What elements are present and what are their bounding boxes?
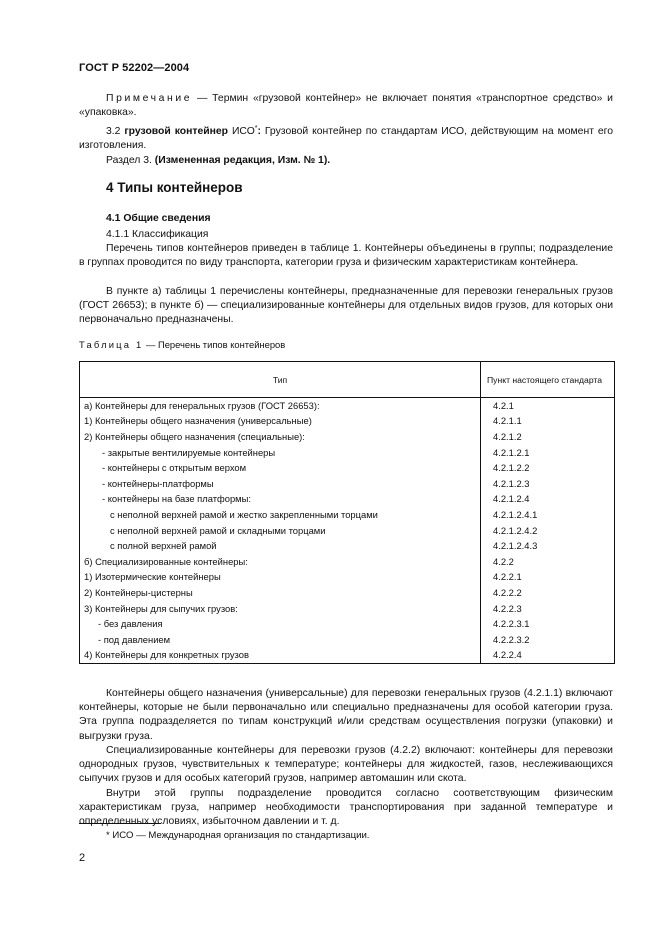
type-cell: с неполной верхней рамой и жестко закрепленными торцами [80,507,481,523]
table-row [80,445,615,461]
clause-cell: 4.2.1 [481,398,615,414]
table-row [80,414,615,430]
table-row [80,632,615,648]
table-caption-text: — Перечень типов контейнеров [143,339,286,350]
definition-iso: ИСО [231,126,255,137]
table-row [80,554,615,570]
table-caption-label: Таблица 1 [79,339,144,350]
clause-cell: 4.2.1.2.1 [481,445,615,461]
definition-term: грузовой контейнер [124,126,232,137]
amendment-prefix: Раздел 3. [106,155,155,166]
section3-amendment [79,154,613,168]
type-cell: б) Специализированные контейнеры: [80,554,481,570]
clause-cell: 4.2.1.2.3 [481,476,615,492]
clause-cell: 4.2.2.4 [481,648,615,664]
table-row [80,429,615,445]
table-row [80,585,615,601]
table-row [80,601,615,617]
definition-3-2 [79,125,613,153]
footnote-divider [79,823,161,824]
type-cell: 1) Изотермические контейнеры [80,570,481,586]
page-number: 2 [79,852,86,864]
table-row [80,648,615,664]
type-cell: а) Контейнеры для генеральных грузов (ГОСТ 26653): [80,398,481,414]
type-cell: - под давлением [80,632,481,648]
table-row [80,460,615,476]
column-header-clause: Пункт настоящего стандарта [481,362,615,398]
definition-text: Грузовой контейнер по стандартам ИСО, действующим на момент его изготовления. [79,126,613,152]
paragraph-classification: Перечень типов контейнеров приведен в таблице 1. Контейнеры объединены в группы; подразделение в группах проводится по виду транспорта, категории груза и физическим характеристикам контейнера. [79,243,613,269]
clause-cell: 4.2.1.2.4.1 [481,507,615,523]
table-row [80,523,615,539]
table-row [80,538,615,554]
table-caption [79,338,285,352]
table-row [80,492,615,508]
clause-cell: 4.2.1.2.2 [481,460,615,476]
clause-cell: 4.2.1.2.4.2 [481,523,615,539]
type-cell: - контейнеры с открытым верхом [80,460,481,476]
clause-cell: 4.2.2.2 [481,585,615,601]
subsection-4-1-title: 4.1 Общие сведения [106,213,211,224]
footnote: * ИСО — Международная организация по стандартизации. [106,830,370,841]
column-header-type: Тип [80,362,481,398]
document-header: ГОСТ Р 52202—2004 [79,62,190,74]
clause-4-1-1-title: 4.1.1 Классификация [106,229,209,240]
clause-cell: 4.2.2.1 [481,570,615,586]
type-cell: - закрытые вентилируемые контейнеры [80,445,481,461]
clause-cell: 4.2.1.2.4 [481,492,615,508]
table-header-row [80,362,615,398]
note-text: — Термин «грузовой контейнер» не включает понятия «транспортное средство» и «упаковка». [79,93,613,119]
clause-cell: 4.2.2.3.1 [481,616,615,632]
amendment-note: (Измененная редакция, Изм. № 1). [154,155,331,166]
definition-number: 3.2 [106,126,125,137]
note-paragraph [79,92,613,120]
footnote-marker: * [254,125,258,132]
clause-cell: 4.2.2.3.2 [481,632,615,648]
type-cell: - без давления [80,616,481,632]
note-label: Примечание [106,93,193,104]
type-cell: с неполной верхней рамой и складными торцами [80,523,481,539]
clause-cell: 4.2.1.2 [481,429,615,445]
type-cell: 4) Контейнеры для конкретных грузов [80,648,481,664]
type-cell: - контейнеры на базе платформы: [80,492,481,508]
container-types-table [79,361,615,664]
clause-cell: 4.2.1.2.4.3 [481,538,615,554]
type-cell: с полной верхней рамой [80,538,481,554]
table-row [80,570,615,586]
type-cell: 1) Контейнеры общего назначения (универсальные) [80,414,481,430]
type-cell: 2) Контейнеры общего назначения (специальные): [80,429,481,445]
paragraph-general-purpose: Контейнеры общего назначения (универсальные) для перевозки генеральных грузов (4.2.1.1) включают контейнеры, которые не были первоначально или специально предназначены для особой категории груза. Эта группа подразделяется по типам конструкций и/или средствам осуществления погрузки (упаковки) и выгрузки груза. [79,688,613,742]
section-4-title: 4 Типы контейнеров [106,180,243,195]
table-row [80,616,615,632]
type-cell: 2) Контейнеры-цистерны [80,585,481,601]
paragraph-specialized: Специализированные контейнеры для перевозки грузов (4.2.2) включают: контейнеры для перевозки однородных грузов, чувствительных к температуре; контейнеры для жидкостей, газов, неслеживающихся сыпучих грузов и для особых категорий грузов, например автомашин или скота. [79,745,613,785]
clause-cell: 4.2.2 [481,554,615,570]
table-row [80,398,615,414]
paragraph-subdivision: Внутри этой группы подразделение проводится согласно соответствующим физическим характеристикам груза, например необходимости транспортирования при заданной температуре и определенных условиях, избыточном давлении и т. д. [79,788,613,828]
table-row [80,476,615,492]
clause-cell: 4.2.2.3 [481,601,615,617]
definition-colon: : [257,126,265,137]
paragraph-table-scope: В пункте а) таблицы 1 перечислены контейнеры, предназначенные для перевозки генеральных грузов (ГОСТ 26653); в пункте б) — специализированные контейнеры для отдельных видов грузов, для которых они первоначально предназначены. [79,286,613,326]
clause-cell: 4.2.1.1 [481,414,615,430]
table-row [80,507,615,523]
type-cell: - контейнеры-платформы [80,476,481,492]
type-cell: 3) Контейнеры для сыпучих грузов: [80,601,481,617]
